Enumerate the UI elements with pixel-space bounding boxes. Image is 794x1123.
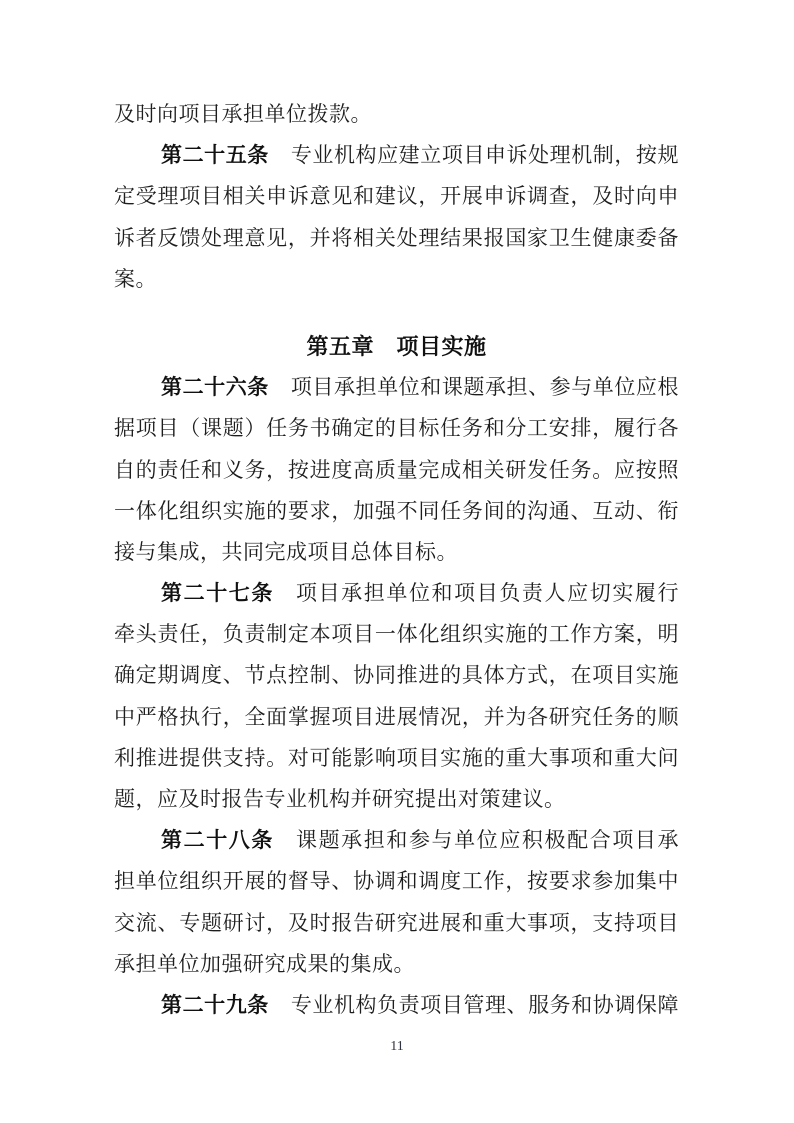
body-text-line: 担单位组织开展的督导、协调和调度工作，按要求参加集中 <box>114 869 679 894</box>
body-text-line: 自的责任和义务，按进度高质量完成相关研发任务。应按照 <box>114 457 679 482</box>
article-text: 项目承担单位和课题承担、参与单位应根 <box>290 375 680 400</box>
body-text-line: 交流、专题研讨，及时报告研究进展和重大事项，支持项目 <box>114 910 679 935</box>
article-number: 第二十九条 <box>161 993 269 1017</box>
page-number: 11 <box>390 1039 404 1054</box>
article-text: 课题承担和参与单位应积极配合项目承 <box>295 828 680 853</box>
article-number: 第二十五条 <box>161 144 269 168</box>
body-text-line: 中严格执行，全面掌握项目进展情况，并为各研究任务的顺 <box>114 704 679 729</box>
body-text-line: 定受理项目相关申诉意见和建议，开展申诉调查，及时向申 <box>114 184 679 209</box>
body-text-line: 案。 <box>114 266 157 291</box>
chapter-heading: 第五章 项目实施 <box>306 333 487 359</box>
article-text: 项目承担单位和项目负责人应切实履行 <box>295 581 680 606</box>
body-text-line: 诉者反馈处理意见，并将相关处理结果报国家卫生健康委备 <box>114 225 679 250</box>
article-number: 第二十七条 <box>161 582 274 606</box>
body-text-line: 确定期调度、节点控制、协同推进的具体方式，在项目实施 <box>114 663 679 688</box>
article-start-line <box>114 573 679 614</box>
article-number: 第二十八条 <box>161 829 274 853</box>
body-text-line: 题，应及时报告专业机构并研究提出对策建议。 <box>114 787 566 811</box>
article-text: 专业机构应建立项目申诉处理机制，按规 <box>290 143 680 168</box>
body-text-line: 据项目（课题）任务书确定的目标任务和分工安排，履行各 <box>114 416 679 441</box>
body-text-line: 及时向项目承担单位拨款。 <box>114 102 372 126</box>
body-text-line: 承担单位加强研究成果的集成。 <box>114 951 415 976</box>
document-body <box>114 94 679 1026</box>
article-number: 第二十六条 <box>161 376 269 400</box>
article-start-line <box>114 135 679 176</box>
article-start-line <box>114 820 679 861</box>
article-text: 专业机构负责项目管理、服务和协调保障 <box>290 992 680 1017</box>
body-text-line: 牵头责任，负责制定本项目一体化组织实施的工作方案，明 <box>114 622 679 647</box>
article-start-line <box>114 985 679 1026</box>
body-text-line: 利推进提供支持。对可能影响项目实施的重大事项和重大问 <box>114 745 679 770</box>
body-text-line: 接与集成，共同完成项目总体目标。 <box>114 539 458 564</box>
body-text-line: 一体化组织实施的要求，加强不同任务间的沟通、互动、衔 <box>114 498 679 523</box>
article-start-line <box>114 367 679 408</box>
